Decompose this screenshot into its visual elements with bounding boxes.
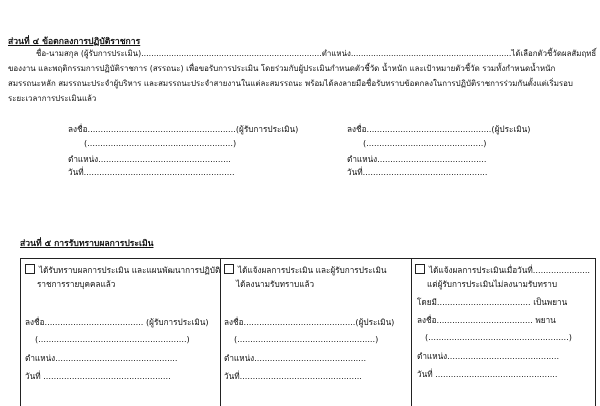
- checkbox-acknowledged[interactable]: [25, 264, 35, 274]
- sig-left-date-line: วันที่..........................................................: [68, 167, 235, 177]
- col3-position-line: ตำแหน่ง...........................................: [417, 351, 560, 361]
- col2-sign-line: ลงชื่อ...........................................(ผู้ประเมิน): [224, 317, 395, 327]
- section4-line1: ชื่อ-นามสกุล (ผู้รับการประเมิน)........................................................................ตำแหน่ง................................................................ได้เลือกตัวชี้วัดผลสัมฤทธิ์: [36, 49, 597, 58]
- sig-right-sign-line: ลงชื่อ................................................(ผู้ประเมิน): [347, 124, 531, 134]
- sig-left-sign-line: ลงชื่อ.........................................................(ผู้รับการประเมิน): [68, 124, 299, 134]
- col1-sign-line: ลงชื่อ...................................... (ผู้รับการประเมิน): [25, 317, 209, 327]
- checkbox-informed[interactable]: [224, 264, 234, 274]
- ack-option-line2: แต่ผู้รับการประเมินไม่ลงนามรับทราบ: [427, 279, 558, 289]
- col3-witness-line: โดยมี.................................... เป็นพยาน: [417, 297, 568, 307]
- section5-heading: ส่วนที่ ๕ การรับทราบผลการประเมิน: [20, 239, 154, 249]
- acknowledgement-table: [20, 258, 596, 406]
- sig-left-position-line: ตำแหน่ง...................................................: [68, 154, 231, 164]
- col2-name-line: (.....................................................): [234, 334, 379, 344]
- col2-position-line: ตำแหน่ง...........................................: [224, 353, 367, 363]
- ack-option-line2: ราชการรายบุคคลแล้ว: [37, 279, 116, 289]
- ack-option-refused: ได้แจ้งผลการประเมินเมื่อวันที่......................: [415, 264, 590, 277]
- section4-line3: สมรรถนะหลัก สมรรถนะประจำผู้บริหาร และสมรรถนะประจำสายงานในแต่ละสมรรถนะ พร้อมได้ลงลายมือชื่อรับทราบข้อตกลงในการปฏิบัติราชการร่วมกันตั้งแต่เริ่มรอบ: [8, 79, 573, 88]
- section4-line2: ของงาน และพฤติกรรมการปฏิบัติราชการ (สรรถนะ) เพื่อขอรับการประเมิน โดยร่วมกับผู้ประเมินกำหนดตัวชี้วัด น้ำหนัก และเป้าหมายตัวชี้วัด รวมทั้งกำหนดน้ำหนัก: [8, 64, 556, 73]
- sig-left-name-line: (........................................................): [84, 138, 237, 148]
- table-divider: [220, 259, 221, 406]
- ack-option-informed: ได้แจ้งผลการประเมิน และผู้รับการประเมิน: [224, 264, 386, 277]
- section4-line4: ระยะเวลาการประเมินแล้ว: [8, 94, 97, 103]
- col3-date-line: วันที่ ...............................................: [417, 369, 558, 379]
- ack-option-line2: ได้ลงนามรับทราบแล้ว: [236, 279, 315, 289]
- col3-name-line: (......................................................): [425, 332, 572, 342]
- col2-date-line: วันที่...............................................: [224, 371, 362, 381]
- col3-sign-line: ลงชื่อ..................................... พยาน: [417, 315, 556, 325]
- table-divider: [411, 259, 412, 406]
- col1-date-line: วันที่ .................................................: [25, 371, 171, 381]
- sig-right-date-line: วันที่................................................: [347, 167, 488, 177]
- col1-name-line: (.........................................................): [35, 334, 190, 344]
- sig-right-name-line: (.............................................): [363, 138, 487, 148]
- ack-option-acknowledged: ได้รับทราบผลการประเมิน และแผนพัฒนาการปฏิบัติ: [25, 264, 220, 277]
- checkbox-refused[interactable]: [415, 264, 425, 274]
- col1-position-line: ตำแหน่ง...............................................: [25, 353, 178, 363]
- sig-right-position-line: ตำแหน่ง..........................................: [347, 154, 487, 164]
- section4-heading: ส่วนที่ ๔ ข้อตกลงการปฏิบัติราชการ: [8, 37, 141, 47]
